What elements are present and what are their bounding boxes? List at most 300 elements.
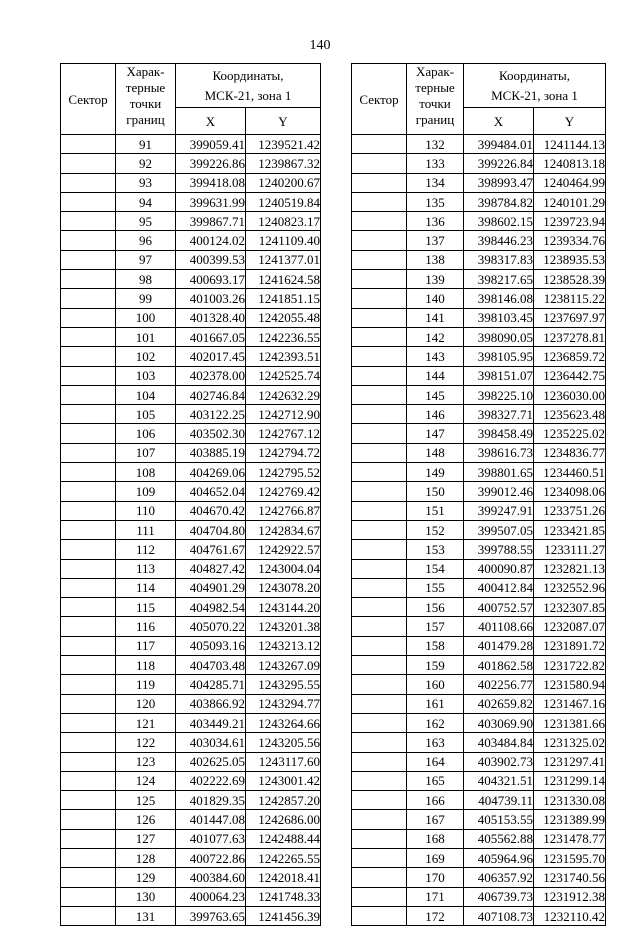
table-row <box>352 173 606 192</box>
point-number-cell: 119 <box>116 675 176 694</box>
sector-cell <box>352 578 407 597</box>
x-coordinate-cell: 398993.47 <box>464 173 534 192</box>
table-row <box>61 231 321 250</box>
sector-cell <box>352 250 407 269</box>
coordinates-header-line: Координаты, <box>212 67 284 83</box>
sector-cell <box>61 463 116 482</box>
point-number-cell: 152 <box>407 520 464 539</box>
y-coordinate-cell: 1241456.39 <box>246 906 321 925</box>
x-coordinate-cell: 404704.80 <box>176 520 246 539</box>
x-coordinate-cell: 401077.63 <box>176 829 246 848</box>
y-coordinate-cell: 1239723.94 <box>534 212 606 231</box>
sector-cell <box>61 694 116 713</box>
x-coordinate-cell: 399059.41 <box>176 135 246 154</box>
x-coordinate-cell: 400412.84 <box>464 578 534 597</box>
x-coordinate-cell: 398446.23 <box>464 231 534 250</box>
point-number-cell: 102 <box>116 347 176 366</box>
points-header-line: точки <box>419 96 451 111</box>
coordinates-header <box>176 64 321 108</box>
table-row <box>61 559 321 578</box>
point-number-cell: 128 <box>116 848 176 867</box>
sector-cell <box>352 559 407 578</box>
sector-cell <box>352 463 407 482</box>
sector-cell <box>61 906 116 925</box>
point-number-cell: 101 <box>116 327 176 346</box>
y-coordinate-cell: 1242393.51 <box>246 347 321 366</box>
x-coordinate-cell: 402017.45 <box>176 347 246 366</box>
sector-cell <box>61 385 116 404</box>
table-row <box>61 250 321 269</box>
point-number-cell: 104 <box>116 385 176 404</box>
sector-cell <box>61 656 116 675</box>
sector-cell <box>61 405 116 424</box>
point-number-cell: 103 <box>116 366 176 385</box>
x-coordinate-cell: 404827.42 <box>176 559 246 578</box>
sector-cell <box>61 791 116 810</box>
coordinates-header <box>464 64 606 108</box>
table-row <box>352 829 606 848</box>
sector-cell <box>61 366 116 385</box>
points-header-line: терные <box>125 80 166 95</box>
point-number-cell: 154 <box>407 559 464 578</box>
table-row <box>352 347 606 366</box>
y-coordinate-cell: 1242055.48 <box>246 308 321 327</box>
y-coordinate-cell: 1232110.42 <box>534 906 606 925</box>
sector-cell <box>352 906 407 925</box>
point-number-cell: 107 <box>116 443 176 462</box>
sector-cell <box>61 810 116 829</box>
table-row <box>352 848 606 867</box>
sector-cell <box>61 771 116 790</box>
table-row <box>352 868 606 887</box>
sector-cell <box>61 675 116 694</box>
point-number-cell: 97 <box>116 250 176 269</box>
point-number-cell: 157 <box>407 617 464 636</box>
sector-cell <box>61 250 116 269</box>
table-row <box>61 308 321 327</box>
point-number-cell: 131 <box>116 906 176 925</box>
y-coordinate-cell: 1243144.20 <box>246 598 321 617</box>
y-coordinate-cell: 1233111.27 <box>534 540 606 559</box>
y-coordinate-cell: 1240823.17 <box>246 212 321 231</box>
table-row <box>352 559 606 578</box>
x-coordinate-cell: 400693.17 <box>176 270 246 289</box>
table-row <box>61 578 321 597</box>
page-number: 140 <box>309 38 331 53</box>
table-row <box>61 868 321 887</box>
table-row <box>352 289 606 308</box>
x-coordinate-cell: 399226.84 <box>464 154 534 173</box>
point-number-cell: 169 <box>407 848 464 867</box>
y-coordinate-cell: 1234836.77 <box>534 443 606 462</box>
y-coordinate-cell: 1231478.77 <box>534 829 606 848</box>
sector-cell <box>352 192 407 211</box>
x-coordinate-cell: 402378.00 <box>176 366 246 385</box>
table-row <box>352 501 606 520</box>
sector-cell <box>61 154 116 173</box>
point-number-cell: 170 <box>407 868 464 887</box>
point-number-cell: 112 <box>116 540 176 559</box>
y-coordinate-cell: 1243213.12 <box>246 636 321 655</box>
sector-cell <box>352 212 407 231</box>
y-coordinate-cell: 1237278.81 <box>534 327 606 346</box>
sector-cell <box>352 270 407 289</box>
x-coordinate-cell: 404901.29 <box>176 578 246 597</box>
x-coordinate-cell: 407108.73 <box>464 906 534 925</box>
y-coordinate-cell: 1241851.15 <box>246 289 321 308</box>
sector-cell <box>61 192 116 211</box>
point-number-cell: 111 <box>116 520 176 539</box>
x-coordinate-cell: 400090.87 <box>464 559 534 578</box>
sector-cell <box>61 173 116 192</box>
point-number-cell: 141 <box>407 308 464 327</box>
sector-cell <box>61 347 116 366</box>
x-coordinate-cell: 402659.82 <box>464 694 534 713</box>
y-coordinate-cell: 1232552.96 <box>534 578 606 597</box>
sector-cell <box>352 791 407 810</box>
header-row <box>61 64 321 108</box>
table-row <box>352 366 606 385</box>
y-coordinate-cell: 1239334.76 <box>534 231 606 250</box>
point-number-cell: 147 <box>407 424 464 443</box>
x-coordinate-cell: 398616.73 <box>464 443 534 462</box>
y-coordinate-cell: 1243001.42 <box>246 771 321 790</box>
table-row <box>352 675 606 694</box>
point-number-cell: 140 <box>407 289 464 308</box>
y-coordinate-cell: 1232087.07 <box>534 617 606 636</box>
sector-cell <box>352 848 407 867</box>
table-row <box>61 656 321 675</box>
table-row <box>352 385 606 404</box>
x-coordinate-cell: 398458.49 <box>464 424 534 443</box>
y-coordinate-cell: 1243205.56 <box>246 733 321 752</box>
sector-cell <box>352 540 407 559</box>
sector-cell <box>61 868 116 887</box>
table-row <box>352 791 606 810</box>
table-row <box>61 212 321 231</box>
y-coordinate-cell: 1234098.06 <box>534 482 606 501</box>
sector-cell <box>61 848 116 867</box>
point-number-cell: 162 <box>407 713 464 732</box>
x-coordinate-cell: 403885.19 <box>176 443 246 462</box>
x-header: X <box>176 108 246 135</box>
table-body <box>61 135 321 926</box>
table-row <box>61 270 321 289</box>
table-row <box>352 713 606 732</box>
x-coordinate-cell: 398103.45 <box>464 308 534 327</box>
point-number-cell: 143 <box>407 347 464 366</box>
sector-cell <box>61 713 116 732</box>
y-coordinate-cell: 1242767.12 <box>246 424 321 443</box>
y-coordinate-cell: 1240519.84 <box>246 192 321 211</box>
x-coordinate-cell: 399012.46 <box>464 482 534 501</box>
table-row <box>61 829 321 848</box>
x-coordinate-cell: 403902.73 <box>464 752 534 771</box>
point-number-cell: 114 <box>116 578 176 597</box>
sector-cell <box>352 308 407 327</box>
table-row <box>61 617 321 636</box>
x-coordinate-cell: 403034.61 <box>176 733 246 752</box>
y-coordinate-cell: 1243264.66 <box>246 713 321 732</box>
y-coordinate-cell: 1243004.04 <box>246 559 321 578</box>
point-number-cell: 167 <box>407 810 464 829</box>
table-row <box>352 327 606 346</box>
x-coordinate-cell: 404761.67 <box>176 540 246 559</box>
y-coordinate-cell: 1242265.55 <box>246 848 321 867</box>
x-header: X <box>464 108 534 135</box>
points-header-line: точки <box>129 96 162 111</box>
points-header <box>407 64 464 135</box>
point-number-cell: 105 <box>116 405 176 424</box>
header-row <box>352 64 606 108</box>
x-coordinate-cell: 400124.02 <box>176 231 246 250</box>
y-coordinate-cell: 1241377.01 <box>246 250 321 269</box>
sector-cell <box>61 887 116 906</box>
y-coordinate-cell: 1231595.70 <box>534 848 606 867</box>
x-coordinate-cell: 401479.28 <box>464 636 534 655</box>
y-coordinate-cell: 1231297.41 <box>534 752 606 771</box>
sector-cell <box>61 212 116 231</box>
table-row <box>61 443 321 462</box>
x-coordinate-cell: 402746.84 <box>176 385 246 404</box>
sector-cell <box>352 868 407 887</box>
point-number-cell: 168 <box>407 829 464 848</box>
sector-cell <box>352 443 407 462</box>
sector-cell <box>61 424 116 443</box>
table-row <box>61 752 321 771</box>
x-coordinate-cell: 403069.90 <box>464 713 534 732</box>
x-coordinate-cell: 400384.60 <box>176 868 246 887</box>
points-header-line: границ <box>126 112 165 127</box>
points-header-line: Харак- <box>415 64 455 79</box>
x-coordinate-cell: 400064.23 <box>176 887 246 906</box>
table-row <box>352 598 606 617</box>
point-number-cell: 93 <box>116 173 176 192</box>
x-coordinate-cell: 399247.91 <box>464 501 534 520</box>
point-number-cell: 109 <box>116 482 176 501</box>
point-number-cell: 123 <box>116 752 176 771</box>
y-coordinate-cell: 1231912.38 <box>534 887 606 906</box>
sector-cell <box>352 231 407 250</box>
point-number-cell: 148 <box>407 443 464 462</box>
table-row <box>352 771 606 790</box>
point-number-cell: 164 <box>407 752 464 771</box>
table-row <box>61 906 321 925</box>
table-row <box>61 694 321 713</box>
table-row <box>61 366 321 385</box>
sector-cell <box>352 385 407 404</box>
x-coordinate-cell: 398090.05 <box>464 327 534 346</box>
x-coordinate-cell: 398327.71 <box>464 405 534 424</box>
sector-cell <box>61 231 116 250</box>
sector-cell <box>61 540 116 559</box>
y-coordinate-cell: 1233751.26 <box>534 501 606 520</box>
point-number-cell: 120 <box>116 694 176 713</box>
table-row <box>61 463 321 482</box>
y-header: Y <box>534 108 606 135</box>
points-header <box>116 64 176 135</box>
table-row <box>352 810 606 829</box>
y-coordinate-cell: 1240813.18 <box>534 154 606 173</box>
y-coordinate-cell: 1242018.41 <box>246 868 321 887</box>
sector-header: Сектор <box>61 64 116 135</box>
table-row <box>352 520 606 539</box>
x-coordinate-cell: 402625.05 <box>176 752 246 771</box>
y-coordinate-cell: 1232307.85 <box>534 598 606 617</box>
x-coordinate-cell: 398151.07 <box>464 366 534 385</box>
table-row <box>352 482 606 501</box>
point-number-cell: 159 <box>407 656 464 675</box>
point-number-cell: 155 <box>407 578 464 597</box>
table-row <box>61 733 321 752</box>
x-coordinate-cell: 401003.26 <box>176 289 246 308</box>
y-coordinate-cell: 1239867.32 <box>246 154 321 173</box>
x-coordinate-cell: 401829.35 <box>176 791 246 810</box>
x-coordinate-cell: 406357.92 <box>464 868 534 887</box>
x-coordinate-cell: 405070.22 <box>176 617 246 636</box>
table-row <box>61 810 321 829</box>
x-coordinate-cell: 404703.48 <box>176 656 246 675</box>
x-coordinate-cell: 399226.86 <box>176 154 246 173</box>
table-row <box>61 636 321 655</box>
x-coordinate-cell: 399631.99 <box>176 192 246 211</box>
coordinates-header-line: МСК-21, зона 1 <box>204 87 292 103</box>
point-number-cell: 124 <box>116 771 176 790</box>
y-coordinate-cell: 1242632.29 <box>246 385 321 404</box>
table-row <box>352 636 606 655</box>
y-coordinate-cell: 1243267.09 <box>246 656 321 675</box>
y-coordinate-cell: 1241109.40 <box>246 231 321 250</box>
point-number-cell: 172 <box>407 906 464 925</box>
x-coordinate-cell: 398801.65 <box>464 463 534 482</box>
sector-cell <box>352 713 407 732</box>
table-row <box>352 656 606 675</box>
point-number-cell: 110 <box>116 501 176 520</box>
y-coordinate-cell: 1237697.97 <box>534 308 606 327</box>
table-row <box>61 154 321 173</box>
table-row <box>61 540 321 559</box>
y-header: Y <box>246 108 321 135</box>
point-number-cell: 149 <box>407 463 464 482</box>
y-coordinate-cell: 1240200.67 <box>246 173 321 192</box>
y-coordinate-cell: 1233421.85 <box>534 520 606 539</box>
y-coordinate-cell: 1231325.02 <box>534 733 606 752</box>
x-coordinate-cell: 405153.55 <box>464 810 534 829</box>
x-coordinate-cell: 405093.16 <box>176 636 246 655</box>
point-number-cell: 116 <box>116 617 176 636</box>
x-coordinate-cell: 403502.30 <box>176 424 246 443</box>
table-row <box>61 424 321 443</box>
x-coordinate-cell: 400752.57 <box>464 598 534 617</box>
table-row <box>61 173 321 192</box>
x-coordinate-cell: 405562.88 <box>464 829 534 848</box>
point-number-cell: 158 <box>407 636 464 655</box>
point-number-cell: 144 <box>407 366 464 385</box>
point-number-cell: 126 <box>116 810 176 829</box>
table-row <box>352 617 606 636</box>
table-row <box>352 135 606 154</box>
point-number-cell: 130 <box>116 887 176 906</box>
y-coordinate-cell: 1231381.66 <box>534 713 606 732</box>
sector-cell <box>352 829 407 848</box>
sector-cell <box>352 482 407 501</box>
y-coordinate-cell: 1242525.74 <box>246 366 321 385</box>
x-coordinate-cell: 401328.40 <box>176 308 246 327</box>
table-row <box>61 192 321 211</box>
point-number-cell: 98 <box>116 270 176 289</box>
coordinates-header-line: МСК-21, зона 1 <box>491 87 578 103</box>
point-number-cell: 160 <box>407 675 464 694</box>
y-coordinate-cell: 1239521.42 <box>246 135 321 154</box>
sector-cell <box>61 829 116 848</box>
x-coordinate-cell: 398225.10 <box>464 385 534 404</box>
y-coordinate-cell: 1236859.72 <box>534 347 606 366</box>
table-row <box>61 289 321 308</box>
point-number-cell: 166 <box>407 791 464 810</box>
sector-cell <box>61 482 116 501</box>
sector-cell <box>352 366 407 385</box>
table-row <box>352 405 606 424</box>
point-number-cell: 117 <box>116 636 176 655</box>
sector-cell <box>352 289 407 308</box>
y-coordinate-cell: 1231330.08 <box>534 791 606 810</box>
table-row <box>352 424 606 443</box>
y-coordinate-cell: 1240101.29 <box>534 192 606 211</box>
table-row <box>352 463 606 482</box>
points-header-line: границ <box>415 112 455 127</box>
table-row <box>352 733 606 752</box>
table-row <box>61 385 321 404</box>
table-row <box>352 308 606 327</box>
table-row <box>61 887 321 906</box>
table-row <box>61 520 321 539</box>
point-number-cell: 92 <box>116 154 176 173</box>
sector-cell <box>352 656 407 675</box>
point-number-cell: 95 <box>116 212 176 231</box>
table-row <box>352 192 606 211</box>
sector-cell <box>352 752 407 771</box>
x-coordinate-cell: 404982.54 <box>176 598 246 617</box>
x-coordinate-cell: 398602.15 <box>464 212 534 231</box>
point-number-cell: 132 <box>407 135 464 154</box>
point-number-cell: 121 <box>116 713 176 732</box>
sector-cell <box>61 327 116 346</box>
point-number-cell: 127 <box>116 829 176 848</box>
table-row <box>352 250 606 269</box>
y-coordinate-cell: 1231580.94 <box>534 675 606 694</box>
point-number-cell: 151 <box>407 501 464 520</box>
x-coordinate-cell: 399484.01 <box>464 135 534 154</box>
point-number-cell: 134 <box>407 173 464 192</box>
point-number-cell: 137 <box>407 231 464 250</box>
x-coordinate-cell: 401108.66 <box>464 617 534 636</box>
table-row <box>352 540 606 559</box>
sector-cell <box>352 347 407 366</box>
x-coordinate-cell: 398784.82 <box>464 192 534 211</box>
coordinates-table-left <box>60 63 321 926</box>
points-header-line: терные <box>415 80 455 95</box>
sector-cell <box>352 405 407 424</box>
table-row <box>352 443 606 462</box>
y-coordinate-cell: 1231389.99 <box>534 810 606 829</box>
sector-cell <box>61 752 116 771</box>
y-coordinate-cell: 1242922.57 <box>246 540 321 559</box>
sector-cell <box>61 578 116 597</box>
point-number-cell: 133 <box>407 154 464 173</box>
point-number-cell: 136 <box>407 212 464 231</box>
y-coordinate-cell: 1242857.20 <box>246 791 321 810</box>
x-coordinate-cell: 404285.71 <box>176 675 246 694</box>
